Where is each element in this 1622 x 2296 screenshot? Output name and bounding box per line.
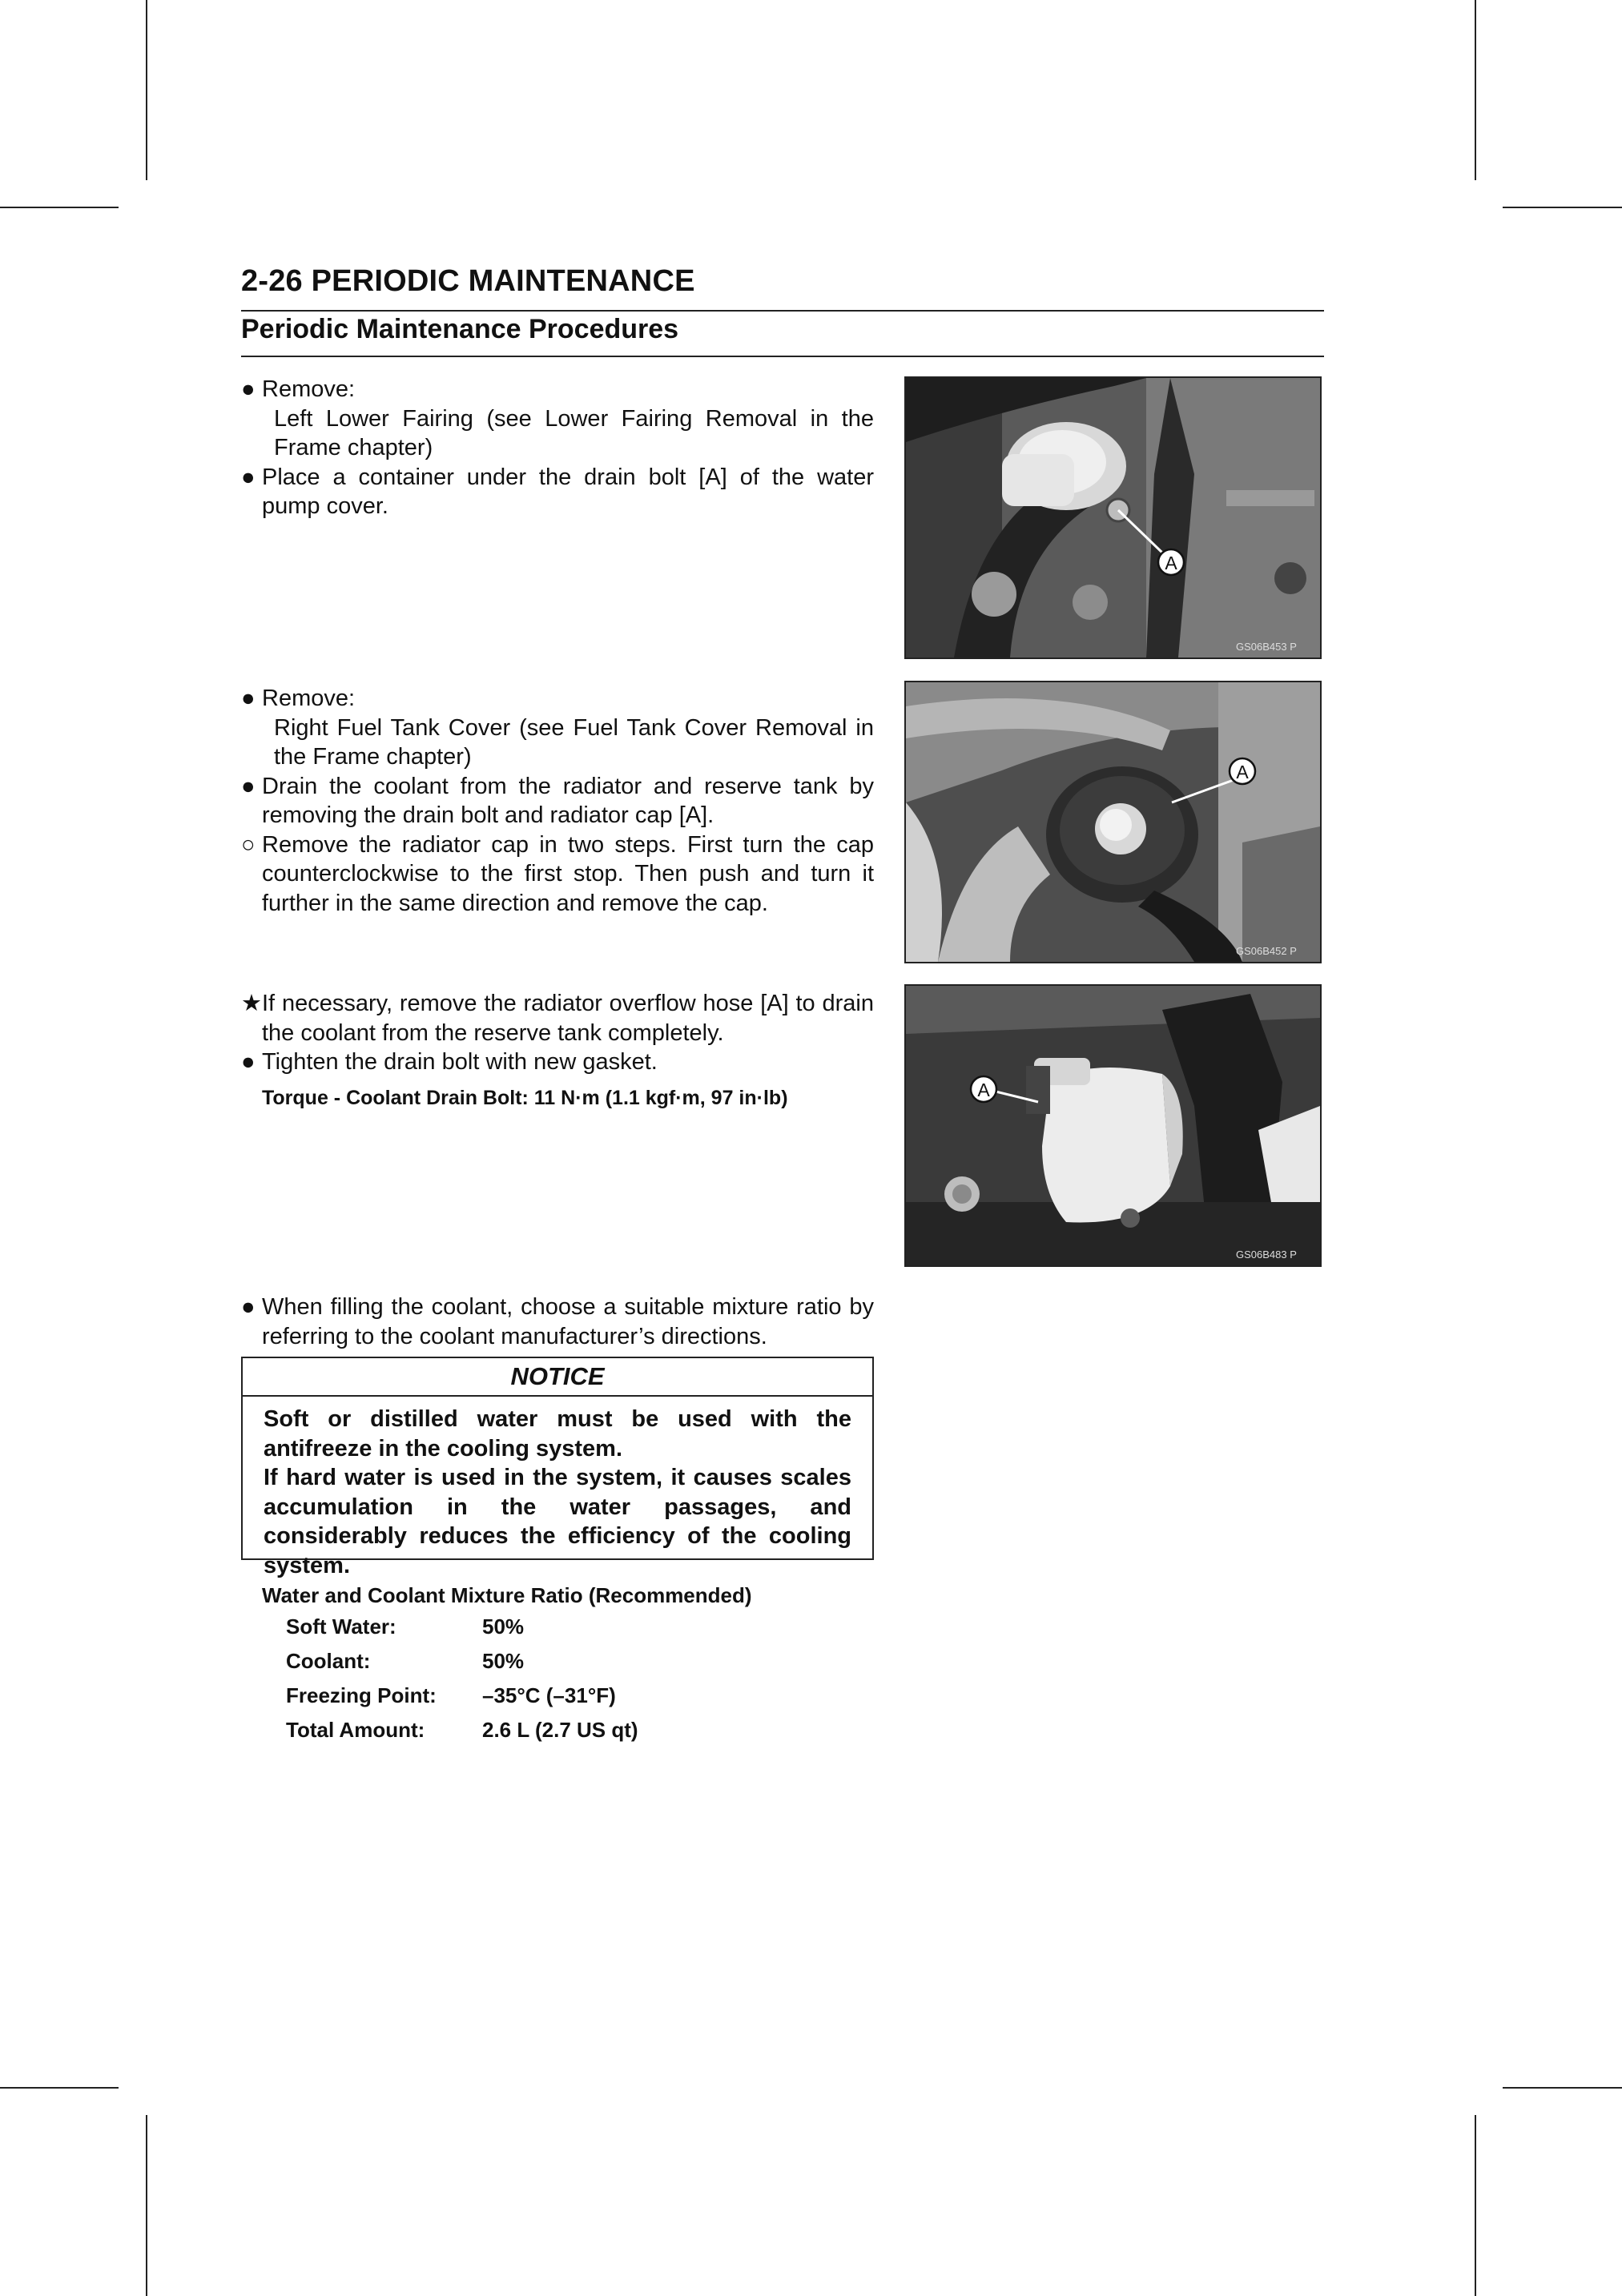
bullet-marker: ●	[241, 1049, 256, 1075]
step-item	[241, 1293, 874, 1351]
mixture-row	[286, 1683, 616, 1708]
crop-mark	[146, 2115, 147, 2296]
mixture-value: 2.6 L (2.7 US qt)	[482, 1718, 638, 1742]
crop-mark	[1475, 0, 1476, 180]
step-group-1	[241, 375, 874, 521]
step-text: Drain the coolant from the radiator and reserve tank by removing the drain bolt and radiator cap [A].	[262, 773, 874, 828]
photo-code: GS06B453 P	[1236, 641, 1297, 653]
bullet-marker: ●	[241, 686, 256, 711]
bullet-marker: ●	[241, 773, 256, 799]
mixture-row	[286, 1718, 638, 1743]
photo-callout: A	[1165, 553, 1177, 573]
section-rule	[241, 356, 1324, 357]
photo-water-pump-drain-bolt	[904, 376, 1322, 659]
photo-code: GS06B452 P	[1236, 945, 1297, 957]
photo-callout: A	[1236, 762, 1249, 782]
notice-line: Soft or distilled water must be used with the antifreeze in the cooling system.	[264, 1406, 851, 1462]
step-group-2	[241, 684, 874, 918]
step-item	[241, 684, 874, 714]
photo-callout: A	[977, 1080, 990, 1100]
step-text: Remove the radiator cap in two steps. First turn the cap counterclockwise to the first stop. Then push and turn it further in the same direction and remove the cap.	[262, 831, 874, 916]
step-text: Place a container under the drain bolt [A] of the water pump cover.	[262, 464, 874, 519]
step-text: When filling the coolant, choose a suitable mixture ratio by referring to the coolant manufacturer’s directions.	[262, 1294, 874, 1349]
notice-box	[241, 1357, 874, 1578]
step-text: If necessary, remove the radiator overflow hose [A] to drain the coolant from the reserve tank completely.	[262, 991, 874, 1046]
bullet-marker: ●	[241, 1294, 256, 1320]
hollow-bullet-marker: ○	[241, 831, 256, 858]
notice-line: If hard water is used in the system, it causes scales accumulation in the water passages, and considerably reduces the efficiency of the cooling system.	[264, 1465, 851, 1578]
photo-illustration	[906, 682, 1320, 962]
step-item	[241, 463, 874, 521]
photo-illustration	[906, 986, 1320, 1265]
mixture-label: Coolant:	[286, 1649, 371, 1673]
torque-spec: Torque - Coolant Drain Bolt: 11 N·m (1.1 kgf·m, 97 in·lb)	[262, 1086, 788, 1109]
photo-code: GS06B483 P	[1236, 1249, 1297, 1261]
header-rule	[241, 310, 1324, 312]
bullet-marker: ●	[241, 464, 256, 490]
mixture-value: 50%	[482, 1649, 525, 1673]
crop-mark	[1503, 2087, 1622, 2089]
step-subitem: Left Lower Fairing (see Lower Fairing Removal in the Frame chapter)	[274, 405, 874, 460]
mixture-title: Water and Coolant Mixture Ratio (Recommended)	[262, 1583, 752, 1607]
section-title: Periodic Maintenance Procedures	[241, 314, 679, 344]
step-item	[241, 989, 874, 1047]
notice-body	[243, 1397, 872, 1580]
mixture-value: 50%	[482, 1614, 525, 1639]
step-text: Tighten the drain bolt with new gasket.	[262, 1049, 658, 1075]
bullet-marker: ●	[241, 376, 256, 402]
step-item	[241, 375, 874, 404]
mixture-row	[286, 1649, 524, 1674]
step-subitem	[241, 830, 874, 919]
photo-radiator-cap	[904, 681, 1322, 963]
photo-reserve-tank-hose	[904, 984, 1322, 1267]
step-item	[241, 772, 874, 830]
step-text: Remove:	[262, 376, 356, 402]
photo-illustration	[906, 378, 1320, 657]
crop-mark	[0, 207, 119, 208]
mixture-value: –35°C (–31°F)	[482, 1683, 616, 1707]
crop-mark	[1503, 207, 1622, 208]
step-group-4	[241, 1293, 874, 1351]
step-item	[241, 1047, 874, 1077]
mixture-label: Freezing Point:	[286, 1683, 437, 1707]
crop-mark	[146, 0, 147, 180]
step-group-3	[241, 989, 874, 1112]
mixture-label: Total Amount:	[286, 1718, 425, 1742]
chapter-title: 2-26 PERIODIC MAINTENANCE	[241, 264, 695, 298]
crop-mark	[0, 2087, 119, 2089]
crop-mark	[1475, 2115, 1476, 2296]
mixture-row	[286, 1614, 524, 1639]
step-subitem: Right Fuel Tank Cover (see Fuel Tank Cover Removal in the Frame chapter)	[274, 714, 874, 770]
mixture-label: Soft Water:	[286, 1614, 396, 1639]
step-text: Remove:	[262, 686, 356, 711]
star-marker: ★	[241, 991, 262, 1016]
notice-title: NOTICE	[243, 1358, 872, 1397]
